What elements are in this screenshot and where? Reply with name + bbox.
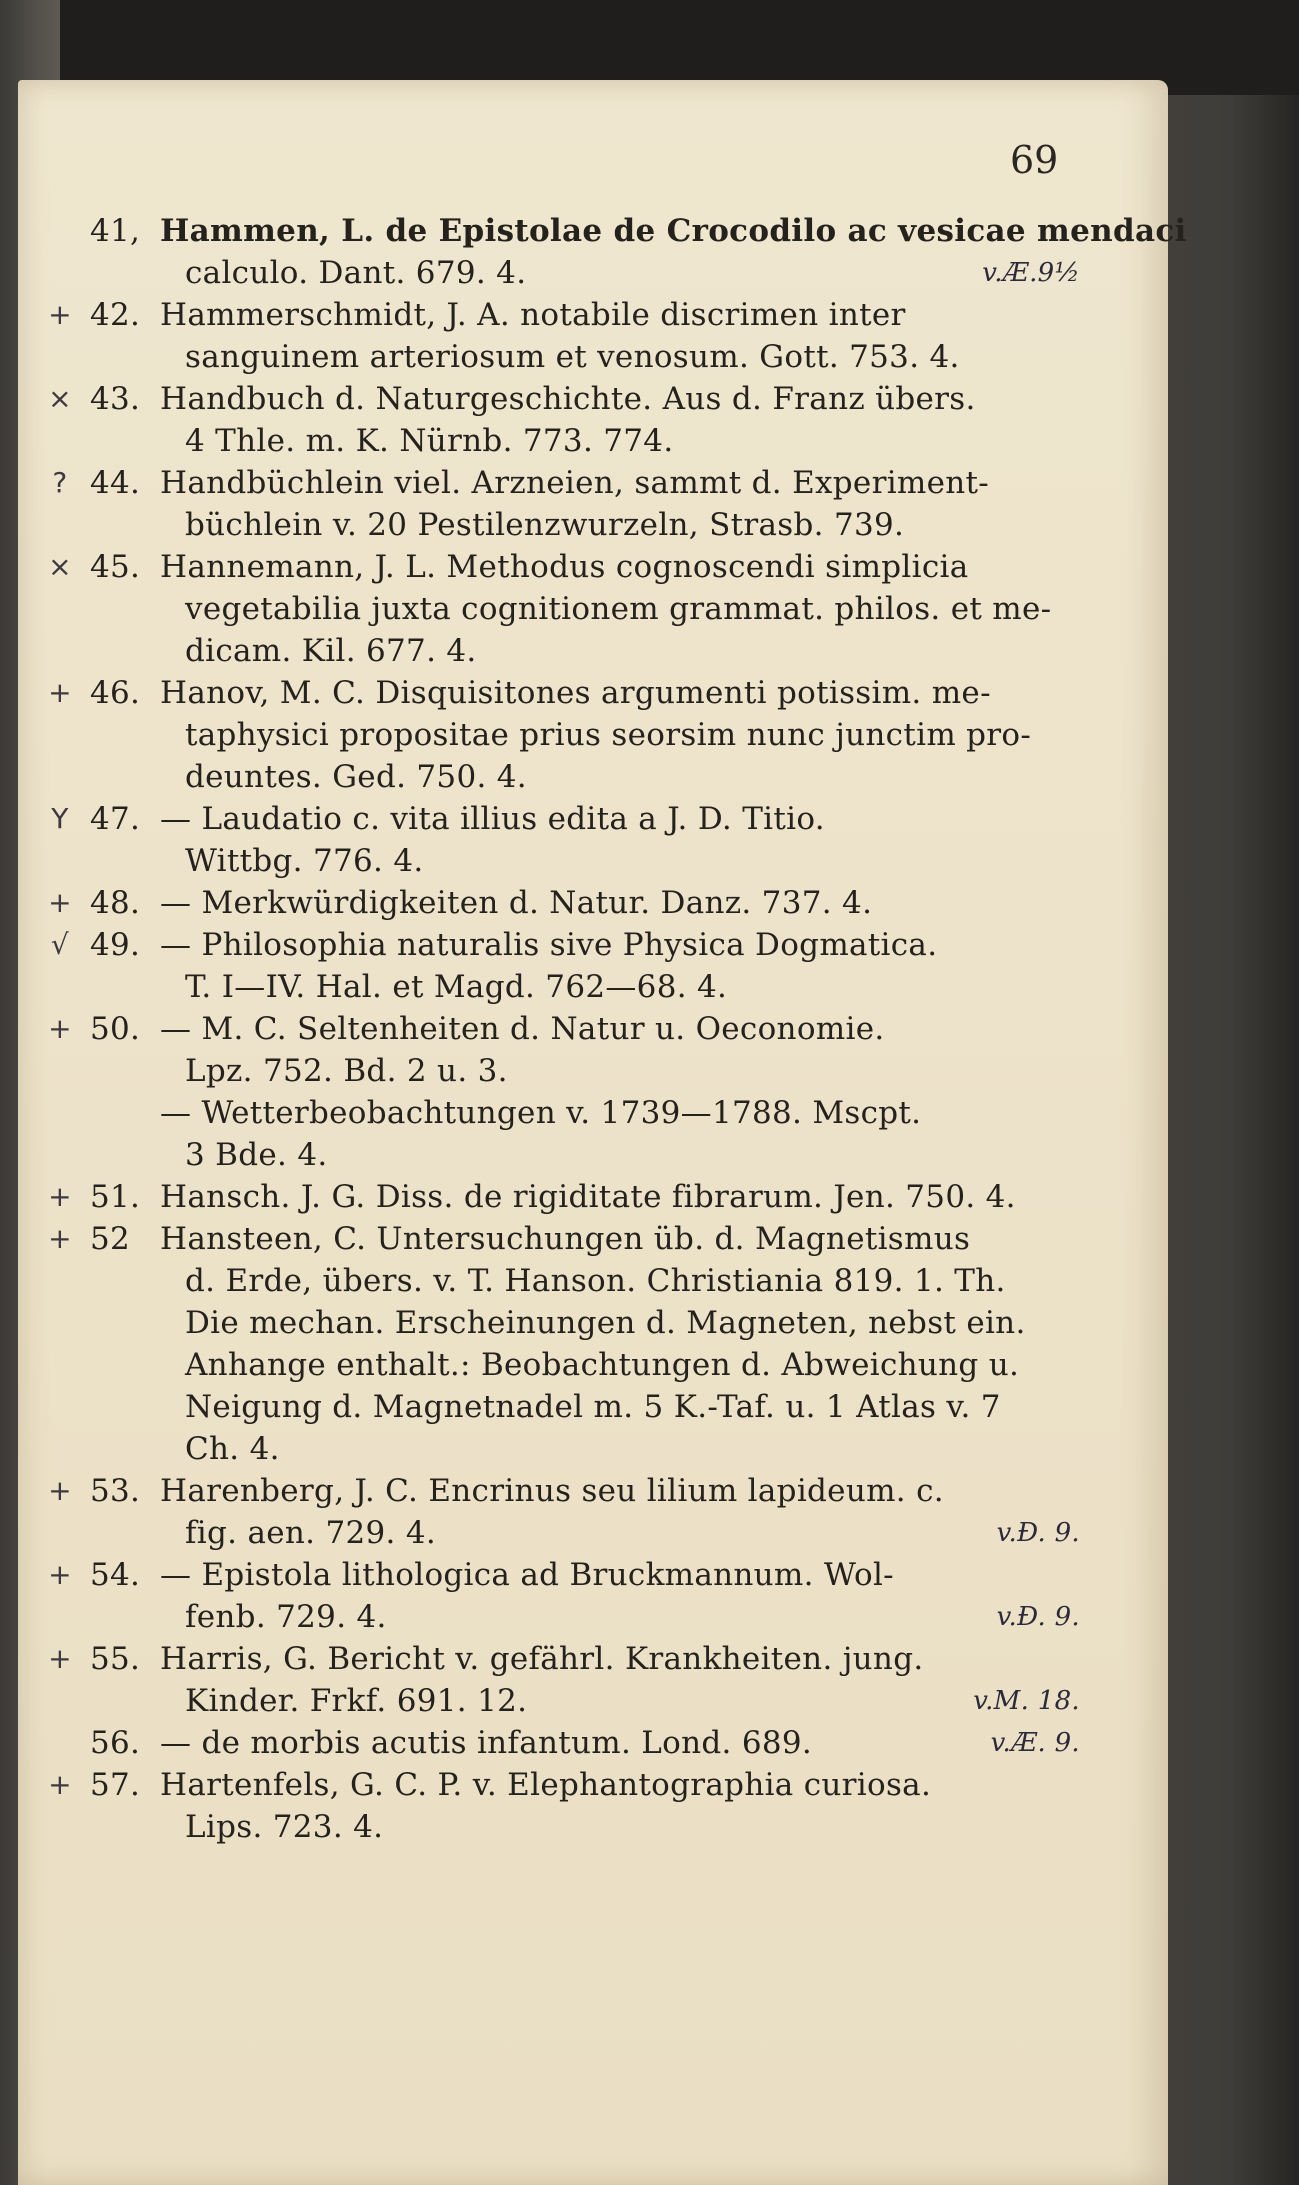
entry-text: Hammerschmidt, J. A. notabile discrimen inter bbox=[160, 297, 906, 333]
entry-line bbox=[30, 966, 1080, 1008]
catalogue-entry bbox=[30, 1554, 1080, 1638]
entry-line bbox=[30, 1554, 1080, 1596]
catalogue-entry bbox=[30, 882, 1080, 924]
entry-line bbox=[30, 294, 1080, 336]
catalogue-entry bbox=[30, 546, 1080, 672]
pencil-mark-icon: + bbox=[48, 1474, 72, 1507]
entry-text: — M. C. Seltenheiten d. Natur u. Oeconomie. bbox=[160, 1011, 885, 1047]
entry-number: 43. bbox=[90, 381, 141, 417]
entry-number: 46. bbox=[90, 675, 141, 711]
entry-text: Harenberg, J. C. Encrinus seu lilium lapideum. c. bbox=[160, 1473, 944, 1509]
handwritten-note: v.Ð. 9. bbox=[996, 1602, 1080, 1632]
entry-line bbox=[30, 1806, 1080, 1848]
catalogue-entry bbox=[30, 294, 1080, 378]
entry-text: Hanov, M. C. Disquisitones argumenti potissim. me- bbox=[160, 675, 991, 711]
pencil-mark-icon: + bbox=[48, 886, 72, 919]
entry-number: 41, bbox=[90, 213, 141, 249]
catalogue-entry bbox=[30, 1176, 1080, 1218]
entry-line bbox=[30, 420, 1080, 462]
entry-text: T. I—IV. Hal. et Magd. 762—68. 4. bbox=[185, 969, 728, 1005]
entry-line bbox=[30, 1302, 1080, 1344]
entry-line bbox=[30, 462, 1080, 504]
entry-line bbox=[30, 546, 1080, 588]
entry-line bbox=[30, 714, 1080, 756]
entry-line bbox=[30, 1092, 1080, 1134]
entry-text: dicam. Kil. 677. 4. bbox=[185, 633, 477, 669]
entry-line bbox=[30, 672, 1080, 714]
catalogue-entry bbox=[30, 798, 1080, 882]
entry-line bbox=[30, 504, 1080, 546]
entry-text: — Philosophia naturalis sive Physica Dogmatica. bbox=[160, 927, 938, 963]
entry-text: Anhange enthalt.: Beobachtungen d. Abweichung u. bbox=[185, 1347, 1020, 1383]
catalogue-entry bbox=[30, 1218, 1080, 1470]
catalogue-entry bbox=[30, 1722, 1080, 1764]
entry-text: calculo. Dant. 679. 4. bbox=[185, 255, 527, 291]
entry-line bbox=[30, 1512, 1080, 1554]
entry-line bbox=[30, 1596, 1080, 1638]
handwritten-note: v.M. 18. bbox=[973, 1686, 1080, 1716]
handwritten-note: v.Ð. 9. bbox=[996, 1518, 1080, 1548]
entry-number: 49. bbox=[90, 927, 141, 963]
entry-line bbox=[30, 1680, 1080, 1722]
entry-text: Kinder. Frkf. 691. 12. bbox=[185, 1683, 528, 1719]
pencil-mark-icon: + bbox=[48, 676, 72, 709]
entry-line bbox=[30, 1386, 1080, 1428]
entry-number: 45. bbox=[90, 549, 141, 585]
entry-text: taphysici propositae prius seorsim nunc junctim pro- bbox=[185, 717, 1032, 753]
entry-text: sanguinem arteriosum et venosum. Gott. 753. 4. bbox=[185, 339, 960, 375]
entry-text: Lpz. 752. Bd. 2 u. 3. bbox=[185, 1053, 508, 1089]
entry-line bbox=[30, 1218, 1080, 1260]
entry-text: Hartenfels, G. C. P. v. Elephantographia curiosa. bbox=[160, 1767, 932, 1803]
entry-line bbox=[30, 1050, 1080, 1092]
catalogue-entry bbox=[30, 378, 1080, 462]
entry-number: 44. bbox=[90, 465, 141, 501]
entry-text: Die mechan. Erscheinungen d. Magneten, nebst ein. bbox=[185, 1305, 1026, 1341]
entry-line bbox=[30, 588, 1080, 630]
entry-line bbox=[30, 1008, 1080, 1050]
entry-text: fig. aen. 729. 4. bbox=[185, 1515, 436, 1551]
entry-line bbox=[30, 798, 1080, 840]
entry-text: deuntes. Ged. 750. 4. bbox=[185, 759, 527, 795]
entry-text: Hansch. J. G. Diss. de rigiditate fibrarum. Jen. 750. 4. bbox=[160, 1179, 1016, 1215]
pencil-mark-icon: Y bbox=[51, 802, 69, 835]
catalogue-entry bbox=[30, 1470, 1080, 1554]
entry-line bbox=[30, 756, 1080, 798]
entry-text: fenb. 729. 4. bbox=[185, 1599, 387, 1635]
entry-text: — Laudatio c. vita illius edita a J. D. Titio. bbox=[160, 801, 825, 837]
entry-number: 56. bbox=[90, 1725, 141, 1761]
catalogue-entry bbox=[30, 1008, 1080, 1092]
entry-line bbox=[30, 630, 1080, 672]
catalogue-entry bbox=[30, 672, 1080, 798]
entry-number: 50. bbox=[90, 1011, 141, 1047]
entry-text: Hannemann, J. L. Methodus cognoscendi simplicia bbox=[160, 549, 969, 585]
entry-line bbox=[30, 840, 1080, 882]
pencil-mark-icon: × bbox=[48, 550, 72, 583]
entry-number: 52 bbox=[90, 1221, 131, 1257]
entry-text: Neigung d. Magnetnadel m. 5 K.-Taf. u. 1 Atlas v. 7 bbox=[185, 1389, 1001, 1425]
entry-text: Handbuch d. Naturgeschichte. Aus d. Franz übers. bbox=[160, 381, 976, 417]
entry-text: — Wetterbeobachtungen v. 1739—1788. Mscpt. bbox=[160, 1095, 922, 1131]
pencil-mark-icon: √ bbox=[50, 928, 70, 961]
entry-number: 48. bbox=[90, 885, 141, 921]
entry-line bbox=[30, 1260, 1080, 1302]
handwritten-note: v.Æ.9½ bbox=[982, 258, 1080, 288]
catalogue-entry bbox=[30, 1092, 1080, 1176]
handwritten-note: v.Æ. 9. bbox=[990, 1728, 1080, 1758]
entry-text: Handbüchlein viel. Arzneien, sammt d. Experiment- bbox=[160, 465, 990, 501]
entry-line bbox=[30, 1764, 1080, 1806]
pencil-mark-icon: ? bbox=[52, 466, 68, 499]
entry-text: Hammen, L. de Epistolae de Crocodilo ac vesicae mendaci bbox=[160, 213, 1187, 249]
catalogue-entry bbox=[30, 210, 1187, 294]
pencil-mark-icon: + bbox=[48, 1642, 72, 1675]
catalogue-entry bbox=[30, 462, 1080, 546]
entry-line bbox=[30, 1470, 1080, 1512]
pencil-mark-icon: + bbox=[48, 298, 72, 331]
entry-text: 4 Thle. m. K. Nürnb. 773. 774. bbox=[185, 423, 674, 459]
entry-text: Harris, G. Bericht v. gefährl. Krankheiten. jung. bbox=[160, 1641, 924, 1677]
entry-text: Wittbg. 776. 4. bbox=[185, 843, 424, 879]
catalogue-entries bbox=[30, 210, 1187, 1848]
pencil-mark-icon: + bbox=[48, 1222, 72, 1255]
entry-line bbox=[30, 1176, 1080, 1218]
entry-line bbox=[30, 1428, 1080, 1470]
entry-number: 54. bbox=[90, 1557, 141, 1593]
entry-text: büchlein v. 20 Pestilenzwurzeln, Strasb. 739. bbox=[185, 507, 905, 543]
pencil-mark-icon: × bbox=[48, 382, 72, 415]
entry-text: — Merkwürdigkeiten d. Natur. Danz. 737. 4. bbox=[160, 885, 873, 921]
entry-number: 53. bbox=[90, 1473, 141, 1509]
entry-number: 42. bbox=[90, 297, 141, 333]
catalogue-entry bbox=[30, 1638, 1080, 1722]
entry-number: 55. bbox=[90, 1641, 141, 1677]
entry-line bbox=[30, 210, 1187, 252]
entry-number: 47. bbox=[90, 801, 141, 837]
pencil-mark-icon: + bbox=[48, 1012, 72, 1045]
entry-text: Ch. 4. bbox=[185, 1431, 280, 1467]
entry-line bbox=[30, 252, 1080, 294]
pencil-mark-icon: + bbox=[48, 1558, 72, 1591]
entry-text: 3 Bde. 4. bbox=[185, 1137, 328, 1173]
entry-text: — de morbis acutis infantum. Lond. 689. bbox=[160, 1725, 813, 1761]
entry-line bbox=[30, 378, 1080, 420]
entry-line bbox=[30, 1638, 1080, 1680]
entry-line bbox=[30, 882, 1080, 924]
entry-number: 57. bbox=[90, 1767, 141, 1803]
entry-line bbox=[30, 336, 1080, 378]
entry-number: 51. bbox=[90, 1179, 141, 1215]
entry-text: — Epistola lithologica ad Bruckmannum. Wol- bbox=[160, 1557, 894, 1593]
pencil-mark-icon: + bbox=[48, 1768, 72, 1801]
entry-text: vegetabilia juxta cognitionem grammat. philos. et me- bbox=[185, 591, 1052, 627]
entry-line bbox=[30, 924, 1080, 966]
entry-line bbox=[30, 1722, 1080, 1764]
catalogue-entry bbox=[30, 1764, 1080, 1848]
entry-text: Lips. 723. 4. bbox=[185, 1809, 384, 1845]
entry-text: Hansteen, C. Untersuchungen üb. d. Magnetismus bbox=[160, 1221, 971, 1257]
entry-line bbox=[30, 1134, 1080, 1176]
pencil-mark-icon: + bbox=[48, 1180, 72, 1213]
page-number: 69 bbox=[1010, 138, 1059, 182]
catalogue-entry bbox=[30, 924, 1080, 1008]
entry-text: d. Erde, übers. v. T. Hanson. Christiania 819. 1. Th. bbox=[185, 1263, 1006, 1299]
entry-line bbox=[30, 1344, 1080, 1386]
